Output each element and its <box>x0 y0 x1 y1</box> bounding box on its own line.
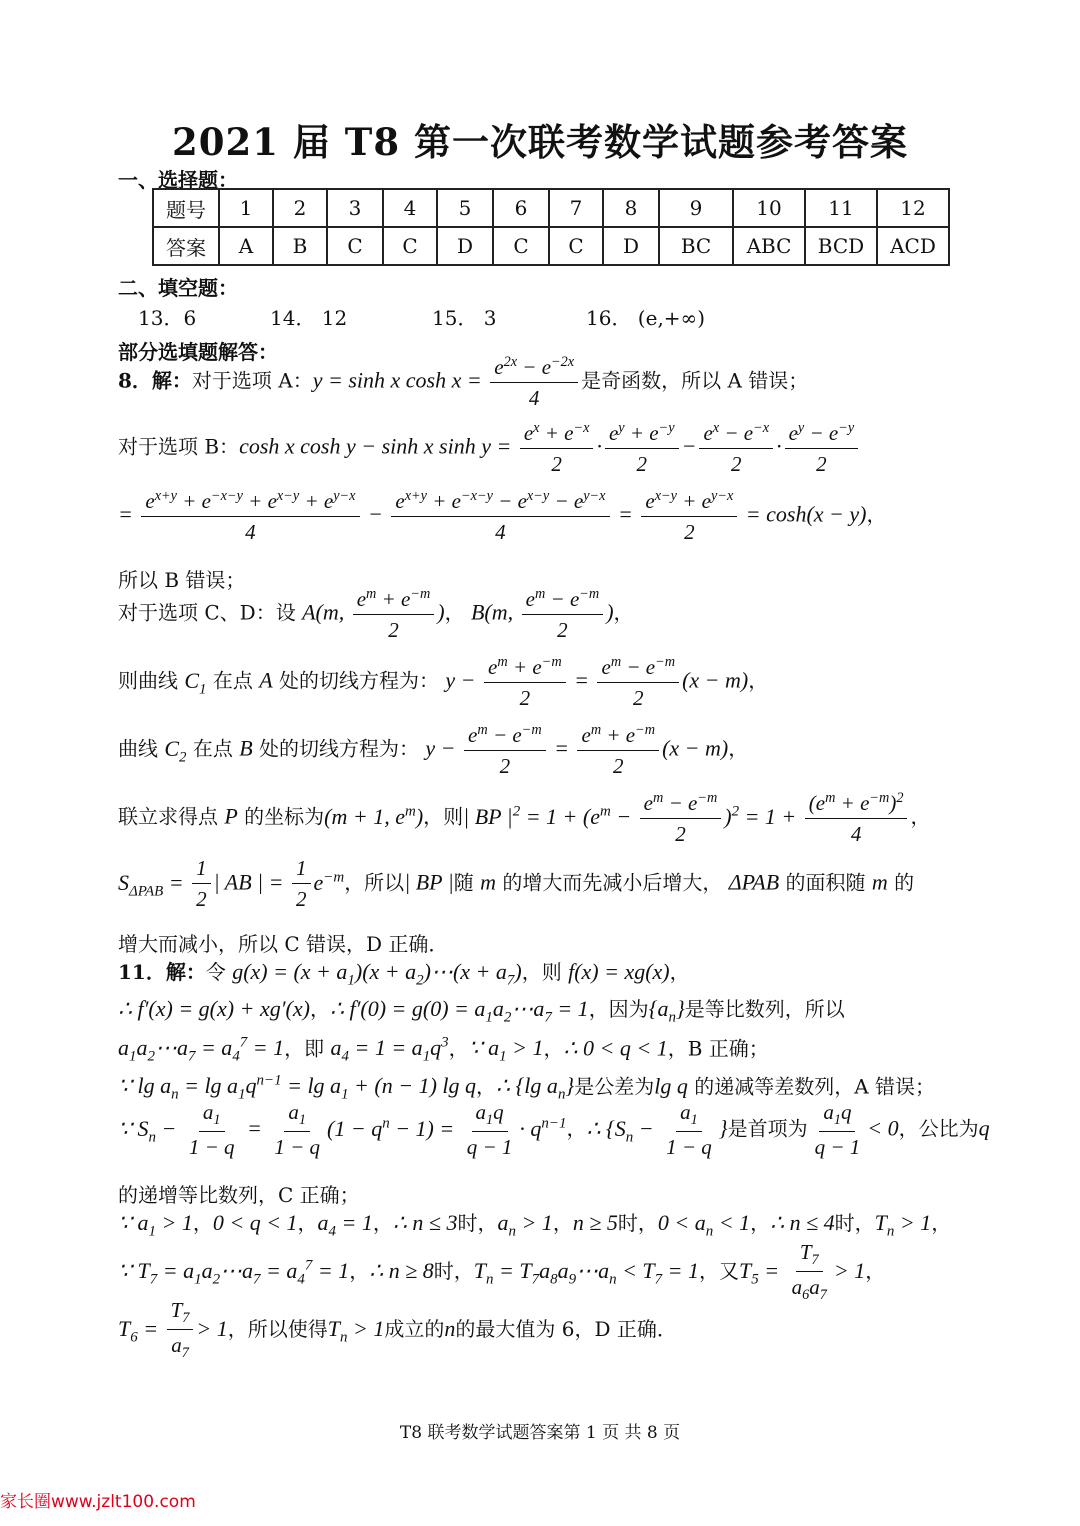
solution-line <box>118 1036 769 1065</box>
fraction-denominator: $a_6a_7$ <box>791 1275 827 1304</box>
math-expression: ) <box>437 599 445 625</box>
math-expression: ∴ $f'(0) = g(0) = a_1a_2\cdots a_7 = 1$ <box>329 996 589 1026</box>
fraction-denominator: 2 <box>675 822 686 846</box>
table-cell-number: 5 <box>437 189 493 227</box>
solution-text: 随 <box>453 870 481 895</box>
math-expression: ∵ $S_n$ − <box>118 1115 182 1145</box>
math-expression: = <box>612 501 639 527</box>
math-expression: · $q^{n-1}$ <box>519 1115 567 1141</box>
fraction-numerator: 1 <box>292 858 311 884</box>
fraction-denominator: 2 <box>633 686 644 710</box>
math-fraction <box>785 421 859 475</box>
solution-text: 处的切线方程为： <box>272 668 446 693</box>
fraction-numerator: $e^{x-y} + e^{y-x}$ <box>641 489 737 517</box>
fraction-denominator: 4 <box>528 386 540 410</box>
table-cell-number: 4 <box>383 189 437 227</box>
math-expression: ∴ n ≤ 4 <box>770 1210 835 1236</box>
table-cell-answer: B <box>273 227 327 265</box>
fraction-denominator: 2 <box>731 452 742 476</box>
solution-line <box>118 998 845 1025</box>
solution-text: ， <box>865 1258 886 1283</box>
solution-text: ， <box>372 1211 393 1236</box>
solution-text: ，所以 <box>344 870 405 895</box>
math-fraction <box>640 791 722 845</box>
solution-text: 对于选项 A： <box>191 368 313 393</box>
solution-text: ， <box>309 997 330 1022</box>
math-expression: $a_n > 1$ <box>497 1210 553 1240</box>
fraction-denominator: 2 <box>636 452 648 476</box>
math-expression: $a_4 = 1 = a_1q^3$ <box>330 1034 449 1065</box>
solution-text: 令 <box>205 960 233 985</box>
math-fraction <box>292 858 311 910</box>
section-heading-choice: 一、选择题： <box>118 168 238 192</box>
watermark-link[interactable]: 家长圈www.jzlt100.com <box>0 1492 196 1512</box>
section-heading-solutions: 部分选填题解答： <box>118 340 278 364</box>
fraction-denominator: 2 <box>816 452 827 476</box>
table-cell-number: 10 <box>733 189 805 227</box>
solution-text: 是等比数列，所以 <box>684 997 845 1022</box>
solution-text: 的面积随 <box>779 870 872 895</box>
fraction-denominator: 2 <box>551 452 562 476</box>
fraction-denominator: 2 <box>613 754 624 778</box>
solution-text: 曲线 <box>118 736 165 761</box>
solution-text: ， <box>448 1035 469 1060</box>
math-fraction <box>490 355 578 409</box>
math-expression: − <box>681 433 697 459</box>
math-expression: ∴ f′(x) = g(x) + xg′(x) <box>118 996 310 1022</box>
solution-text: 所以 B 错误； <box>118 568 246 592</box>
solution-text: ， <box>866 502 887 527</box>
fraction-numerator: $e^m - e^{-m}$ <box>464 723 546 751</box>
math-expression: B(m, <box>470 599 519 625</box>
fraction-denominator: 4 <box>850 822 862 846</box>
solution-text: 在点 <box>186 736 240 761</box>
math-expression: (x − m) <box>662 735 729 761</box>
solution-line <box>118 858 914 910</box>
solution-text: ， <box>297 1211 318 1236</box>
solution-text: ，则 <box>423 804 464 829</box>
math-fraction <box>270 1099 324 1160</box>
math-fraction <box>699 421 773 475</box>
fraction-numerator: $e^m + e^{-m}$ <box>484 655 566 683</box>
math-expression: )$^2$ = 1 + <box>724 803 802 829</box>
solution-text: 时， <box>457 1211 498 1236</box>
solution-line <box>118 934 448 954</box>
fraction-denominator: 2 <box>388 618 399 642</box>
math-expression: ∴ n ≤ 3 <box>392 1210 458 1236</box>
fraction-numerator: $e^y + e^{-y}$ <box>605 421 679 449</box>
math-expression: $g(x) = (x + a_1)(x$ + $a_2)\cdots(x + a_7)$ <box>232 959 522 989</box>
math-expression: < 0 <box>867 1115 899 1141</box>
solution-text: ，所以使得 <box>227 1316 328 1341</box>
solution-text: 是奇函数，所以 A 错误； <box>581 368 809 393</box>
math-expression: $(1 - q^n - 1)$ = <box>327 1115 460 1141</box>
math-expression: 0 < q < 1 <box>212 1210 298 1236</box>
math-expression: | BP $|^2 = 1 + (e^m$ − <box>463 803 637 829</box>
math-expression: ΔPAB <box>728 869 780 895</box>
table-cell-number: 6 <box>493 189 549 227</box>
table-cell-number: 9 <box>659 189 733 227</box>
math-fraction <box>391 489 609 543</box>
solution-text: 时， <box>834 1211 875 1236</box>
math-expression: $T_n$ = $T_7a_8a_9\cdots a_n < T_7 = 1$ <box>473 1257 699 1287</box>
solution-text: ， <box>750 1211 771 1236</box>
math-expression: $C_1$ <box>184 667 207 697</box>
table-cell-number: 2 <box>273 189 327 227</box>
math-expression: | AB | = <box>213 869 290 895</box>
fraction-numerator: $e^x + e^{-x}$ <box>520 421 594 449</box>
solution-line <box>118 1099 990 1160</box>
table-cell-answer: D <box>437 227 493 265</box>
math-expression: cosh x cosh y − sinh x sinh y = <box>239 433 517 459</box>
fraction-numerator: $e^m - e^{-m}$ <box>522 587 604 615</box>
math-expression: A(m, <box>302 599 350 625</box>
solution-text: 成立的 <box>384 1316 445 1341</box>
solution-line <box>118 1212 951 1239</box>
solution-text: ， <box>613 600 634 625</box>
solution-text: 的最大值为 6，D 正确． <box>455 1316 677 1341</box>
fraction-denominator: 2 <box>684 520 695 544</box>
table-cell-answer: BCD <box>805 227 877 265</box>
math-expression: $S_{\Delta PAB}$ = <box>118 869 190 899</box>
fraction-denominator: 2 <box>519 686 531 710</box>
solution-text: ， <box>728 736 749 761</box>
math-expression: ∴ 0 < q < 1 <box>563 1034 668 1060</box>
math-expression: (m + 1, $e^m$) <box>324 803 424 829</box>
fraction-numerator: $(e^m + e^{-m})^2$ <box>805 791 908 819</box>
math-expression: ∵ $T_7$ = $a_1a_2\cdots a_7 = a_4^7 = 1$ <box>118 1257 350 1287</box>
fraction-denominator: 1 − q <box>666 1135 712 1160</box>
section-heading-fill: 二、填空题： <box>118 276 238 300</box>
math-expression: q <box>978 1115 990 1141</box>
solution-text: ，则 <box>521 960 569 985</box>
math-expression: m <box>480 869 497 895</box>
solution-text: 是公差为 <box>574 1073 655 1098</box>
math-expression: = <box>118 501 139 527</box>
solution-text: ， <box>349 1258 370 1283</box>
solution-text: ， <box>192 1211 213 1236</box>
math-expression: $a_4 = 1$ <box>317 1210 373 1240</box>
math-expression: y − <box>445 667 482 693</box>
fraction-numerator: 1 <box>192 858 211 884</box>
solution-text: 的递减等差数列，A 错误； <box>687 1073 936 1098</box>
math-expression: f(x) = xg(x) <box>568 959 670 985</box>
math-expression: B <box>239 735 253 761</box>
fill-answer-13: 13．6 <box>138 306 197 330</box>
solution-text: ，即 <box>284 1035 331 1060</box>
answer-table <box>152 188 950 266</box>
solution-text: ， <box>566 1116 587 1141</box>
math-expression: $T_n > 1$ <box>327 1315 385 1345</box>
fraction-denominator: 1 − q <box>188 1135 235 1160</box>
table-cell-answer: C <box>549 227 603 265</box>
solution-line <box>118 1239 886 1304</box>
math-fraction <box>805 791 908 845</box>
fill-answer-14: 14． 12 <box>270 306 348 330</box>
solution-line <box>118 587 634 641</box>
math-fraction <box>520 421 594 475</box>
fraction-numerator: $e^{2x} - e^{-2x}$ <box>490 355 578 383</box>
page-title: 2021 届 T8 第一次联考数学试题参考答案 <box>172 120 908 164</box>
solution-line <box>118 489 886 543</box>
solution-label: 8．解： <box>118 368 192 393</box>
fraction-denominator: 1 − q <box>274 1135 321 1160</box>
table-cell-number: 11 <box>805 189 877 227</box>
fraction-numerator: $e^m + e^{-m}$ <box>353 587 435 615</box>
page-footer: T8 联考数学试题答案第 1 页 共 8 页 <box>399 1423 681 1443</box>
table-cell-answer: A <box>219 227 273 265</box>
math-fraction <box>662 1099 716 1160</box>
solution-text: ，又 <box>699 1258 739 1283</box>
solution-text: ， <box>552 1211 573 1236</box>
solution-text: 的增大而先减小后增大， <box>496 870 729 895</box>
fraction-numerator: $e^{x+y} + e^{-x-y} + e^{x-y} + e^{y-x}$ <box>141 489 359 517</box>
math-expression: A <box>259 667 273 693</box>
fraction-numerator: $a_1$ <box>676 1102 702 1132</box>
fill-answer-15: 15． 3 <box>432 306 497 330</box>
solution-text: ， <box>931 1211 952 1236</box>
math-expression: ∴ n ≥ 8 <box>369 1257 434 1283</box>
table-cell-answer: ACD <box>877 227 949 265</box>
solution-text: 联立求得点 <box>118 804 225 829</box>
math-expression: lg q <box>654 1072 688 1098</box>
solution-text: ， <box>910 804 931 829</box>
math-expression: ∴ {$S_n$ − <box>586 1115 660 1145</box>
fraction-numerator: $e^m - e^{-m}$ <box>597 655 679 683</box>
fraction-numerator: $a_1q$ <box>472 1102 508 1132</box>
table-cell-answer: ABC <box>733 227 805 265</box>
math-expression: n ≥ 5 <box>572 1210 618 1236</box>
math-fraction <box>141 489 359 543</box>
solution-text: 则曲线 <box>118 668 185 693</box>
math-expression: $a_1a_2\cdots a_7 = a_4^7 = 1$ <box>118 1034 285 1065</box>
table-cell-number: 8 <box>603 189 659 227</box>
math-fraction <box>788 1239 831 1304</box>
math-expression: ) <box>606 599 614 625</box>
math-expression: P <box>224 803 238 829</box>
solution-text: ， <box>543 1035 564 1060</box>
table-cell-number: 3 <box>327 189 383 227</box>
math-expression: ∵ $a_1 > 1$ <box>118 1210 193 1240</box>
math-fraction <box>484 655 566 709</box>
table-cell-answer: C <box>383 227 437 265</box>
solution-text: ，公比为 <box>898 1116 979 1141</box>
math-expression: (x − m) <box>682 667 749 693</box>
solution-text: 的递增等比数列，C 正确； <box>118 1183 360 1207</box>
fraction-denominator: 4 <box>495 520 506 544</box>
math-expression: m <box>871 869 888 895</box>
table-cell-number: 12 <box>877 189 949 227</box>
fraction-denominator: q − 1 <box>466 1135 513 1160</box>
solution-line <box>118 1297 677 1362</box>
math-expression: $0 < a_n < 1$ <box>657 1210 751 1240</box>
solution-text: ， <box>748 668 769 693</box>
solution-line <box>118 1185 360 1205</box>
math-fraction <box>464 723 546 777</box>
fraction-numerator: $e^{x+y} + e^{-x-y} - e^{x-y} - e^{y-x}$ <box>391 489 609 517</box>
table-cell-answer: BC <box>659 227 733 265</box>
math-expression: n <box>444 1315 456 1341</box>
solution-line <box>118 355 808 409</box>
solution-text: 是首项为 <box>727 1116 808 1141</box>
math-fraction <box>811 1099 865 1160</box>
math-expression: $T_6$ = <box>118 1315 164 1345</box>
solution-text: ，B 正确； <box>667 1035 769 1060</box>
math-expression: ∵ $a_1 > 1$ <box>468 1034 544 1065</box>
math-fraction <box>641 489 737 543</box>
math-expression: | BP | <box>404 869 454 895</box>
fraction-numerator: $a_1$ <box>199 1102 225 1132</box>
solution-line <box>118 655 768 709</box>
fraction-numerator: $e^y - e^{-y}$ <box>785 421 859 449</box>
solution-text: 增大而减小，所以 C 错误，D 正确． <box>118 932 449 956</box>
math-expression: = cosh(x − y) <box>740 501 867 527</box>
math-fraction <box>353 587 435 641</box>
math-expression: · <box>776 433 782 459</box>
fraction-denominator: q − 1 <box>814 1135 861 1160</box>
math-expression: $\{a_n\}$ <box>648 996 685 1026</box>
math-expression: $C_2$ <box>164 735 187 765</box>
solution-text: 时， <box>617 1211 658 1236</box>
table-cell-number: 7 <box>549 189 603 227</box>
math-expression: $e^{-m}$ <box>313 869 345 895</box>
fraction-denominator: 2 <box>296 887 307 911</box>
table-cell-answer: D <box>603 227 659 265</box>
table-row-answers <box>153 227 949 265</box>
math-fraction <box>192 858 211 910</box>
fraction-numerator: $a_1q$ <box>819 1102 855 1132</box>
math-expression: $T_5$ = <box>739 1257 785 1287</box>
solution-text: 在点 <box>206 668 260 693</box>
solution-text: ， <box>444 600 471 625</box>
table-cell-answer: C <box>493 227 549 265</box>
fraction-numerator: $a_1$ <box>284 1102 310 1132</box>
math-expression: $T_n > 1$ <box>874 1210 932 1240</box>
table-cell-answer: C <box>327 227 383 265</box>
solution-label: 11．解： <box>118 960 206 985</box>
math-expression: ∴ {lg $a_n$} <box>496 1072 575 1103</box>
solution-text: 对于选项 B： <box>118 434 240 459</box>
math-expression: = <box>241 1115 268 1141</box>
solution-text: 处的切线方程为： <box>252 736 426 761</box>
fraction-numerator: $T_7$ <box>796 1242 823 1272</box>
math-fraction <box>597 655 679 709</box>
table-header-cell: 题号 <box>153 189 219 227</box>
solution-text: ， <box>669 960 690 985</box>
math-expression: y − <box>425 735 462 761</box>
solution-text: 时， <box>433 1258 474 1283</box>
solution-text: ，因为 <box>588 997 649 1022</box>
fill-answer-16: 16． (e,+∞) <box>586 306 706 330</box>
fraction-denominator: $a_7$ <box>171 1333 189 1362</box>
solution-text: 对于选项 C、D：设 <box>118 600 303 625</box>
table-cell-number: 1 <box>219 189 273 227</box>
math-fraction <box>185 1099 239 1160</box>
math-expression: · <box>596 433 602 459</box>
solution-text: ， <box>476 1073 497 1098</box>
fraction-numerator: $e^m + e^{-m}$ <box>577 723 659 751</box>
math-expression: } <box>718 1115 728 1141</box>
math-expression: y = sinh x cosh x = <box>312 367 488 393</box>
solution-line <box>118 791 930 845</box>
math-fraction <box>167 1297 194 1362</box>
solution-line <box>118 1074 935 1103</box>
math-expression: = <box>548 735 575 761</box>
fraction-numerator: $T_7$ <box>167 1300 194 1330</box>
solution-line <box>118 421 861 475</box>
table-header-cell: 答案 <box>153 227 219 265</box>
math-expression: ∵ $\lg a_n = \lg a_1q^{n-1} = \lg a_1 + (n - 1)$ lg q <box>118 1072 477 1103</box>
math-expression: = <box>568 667 595 693</box>
fraction-denominator: 2 <box>499 754 511 778</box>
math-fraction <box>605 421 679 475</box>
fraction-numerator: $e^m - e^{-m}$ <box>640 791 722 819</box>
math-fraction <box>463 1099 517 1160</box>
math-expression: − <box>362 501 389 527</box>
solution-line <box>118 723 748 777</box>
math-expression: > 1 <box>196 1315 228 1341</box>
math-expression: > 1 <box>833 1257 866 1283</box>
math-fraction <box>577 723 659 777</box>
solution-text: 的坐标为 <box>237 804 325 829</box>
table-row-numbers <box>153 189 949 227</box>
math-fraction <box>522 587 604 641</box>
fraction-denominator: 2 <box>557 618 568 642</box>
solution-text: 的 <box>887 870 915 895</box>
fraction-numerator: $e^x - e^{-x}$ <box>699 421 773 449</box>
fraction-denominator: 4 <box>245 520 256 544</box>
fraction-denominator: 2 <box>196 887 207 911</box>
solution-line <box>118 961 690 988</box>
